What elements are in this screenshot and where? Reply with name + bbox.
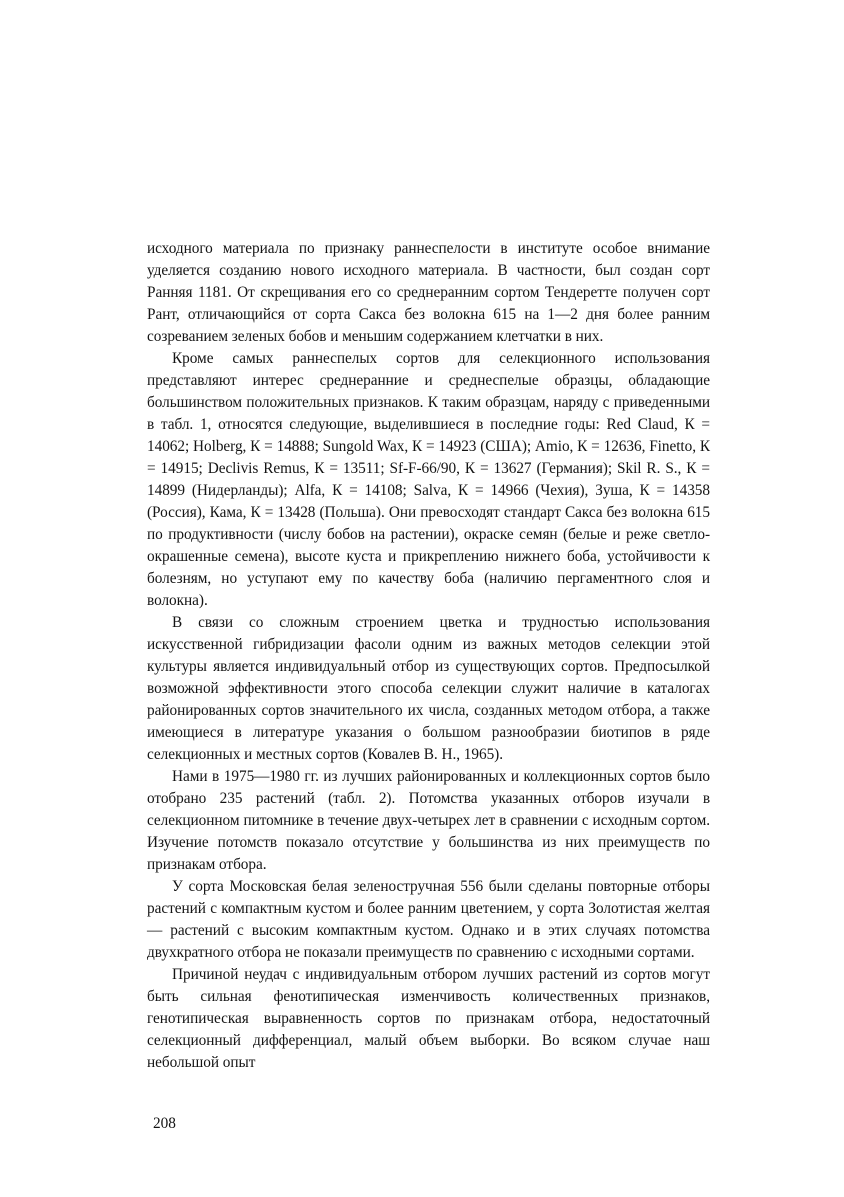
paragraph-3: В связи со сложным строением цветка и трудностью использования искусственной гибридизации фасоли одним из важных методов селекции этой культуры является индивидуальный отбор из существующих сортов. Предпосылкой возможной эффективности этого способа селекции служит наличие в каталогах районированных сортов значительного их числа, созданных методом отбора, а также имеющиеся в литературе указания о большом разнообразии биотипов в ряде селекционных и местных сортов (Ковалев В. Н., 1965). [147,614,710,763]
paragraph-6: Причиной неудач с индивидуальным отбором лучших растений из сортов могут быть сильная фенотипическая изменчивость количественных признаков, генотипическая выравненность сортов по признакам отбора, недостаточный селекционный дифференциал, малый объем выборки. Во всяком случае наш небольшой опыт [147,966,710,1071]
page-body [147,238,710,1074]
page-number: 208 [153,1115,176,1132]
paragraph-5: У сорта Московская белая зеленостручная 556 были сделаны повторные отборы растений с компактным кустом и более ранним цветением, у сорта Золотистая желтая — растений с высоким компактным кустом. Однако и в этих случаях потомства двухкратного отбора не показали преимуществ по сравнению с исходными сортами. [147,878,710,961]
paragraph-4: Нами в 1975—1980 гг. из лучших районированных и коллекционных сортов было отобрано 235 растений (табл. 2). Потомства указанных отборов изучали в селекционном питомнике в течение двух-четырех лет в сравнении с исходным сортом. Изучение потомств показало отсутствие у большинства из них преимуществ по признакам отбора. [147,768,710,873]
paragraph-2: Кроме самых раннеспелых сортов для селекционного использования представляют интерес среднеранние и среднеспелые образцы, обладающие большинством положительных признаков. К таким образцам, наряду с приведенными в табл. 1, относятся следующие, выделившиеся в последние годы: Red Claud, К = 14062; Holberg, К = 14888; Sungold Wax, К = 14923 (США); Amio, К = 12636, Finetto, К = 14915; Declivis Remus, К = 13511; Sf-F-66/90, К = 13627 (Германия); Skil R. S., К = 14899 (Нидерланды); Alfa, К = 14108; Salva, К = 14966 (Чехия), Зуша, К = 14358 (Россия), Кама, К = 13428 (Польша). Они превосходят стандарт Сакса без волокна 615 по продуктивности (числу бобов на растении), окраске семян (белые и реже светло-окрашенные семена), высоте куста и прикреплению нижнего боба, устойчивости к болезням, но уступают ему по качеству боба (наличию пергаментного слоя и волокна). [147,350,710,609]
paragraph-1: исходного материала по признаку раннеспелости в институте особое внимание уделяется созданию нового исходного материала. В частности, был создан сорт Ранняя 1181. От скрещивания его со среднеранним сортом Тендеретте получен сорт Рант, отличающийся от сорта Сакса без волокна 615 на 1—2 дня более ранним созреванием зеленых бобов и меньшим содержанием клетчатки в них. [147,240,710,345]
